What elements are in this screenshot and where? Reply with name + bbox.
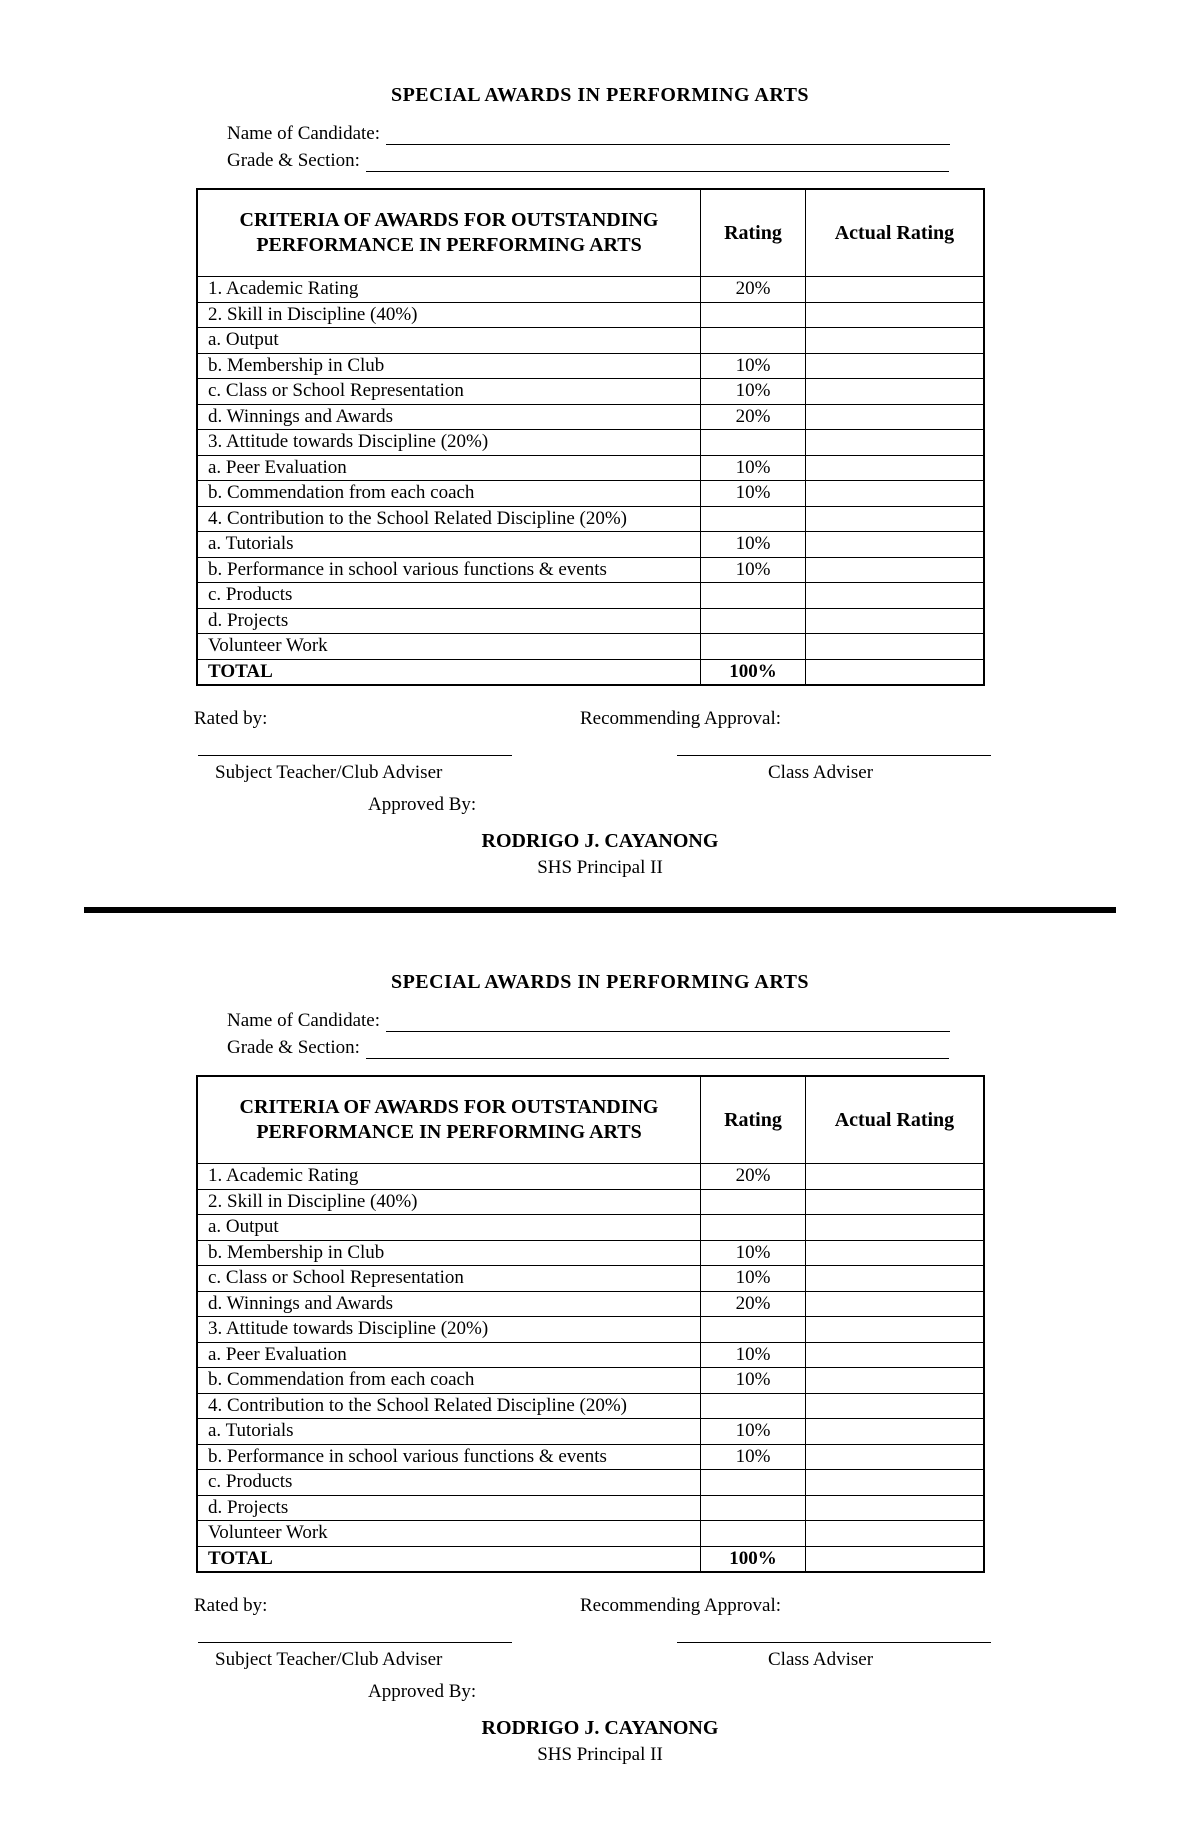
table-row <box>197 455 984 481</box>
total-row <box>197 659 984 685</box>
criteria-table <box>196 1075 985 1573</box>
actual-rating-cell[interactable] <box>805 1317 984 1343</box>
total-label: TOTAL <box>197 659 701 685</box>
actual-rating-cell[interactable] <box>805 302 984 328</box>
table-row <box>197 1368 984 1394</box>
rating-cell <box>701 1470 806 1496</box>
name-label: Name of Candidate: <box>227 123 381 144</box>
table-row <box>197 1317 984 1343</box>
criteria-cell: Volunteer Work <box>197 1521 701 1547</box>
table-row <box>197 328 984 354</box>
rating-cell <box>701 430 806 456</box>
criteria-cell: b. Membership in Club <box>197 1240 701 1266</box>
rating-cell: 10% <box>701 379 806 405</box>
principal-position: SHS Principal II <box>537 1744 663 1765</box>
class-adviser-label: Class Adviser <box>768 762 874 783</box>
table-header-row <box>197 189 984 277</box>
criteria-cell: 1. Academic Rating <box>197 1164 701 1190</box>
table-row <box>197 634 984 660</box>
rating-cell <box>701 328 806 354</box>
criteria-cell: 2. Skill in Discipline (40%) <box>197 302 701 328</box>
criteria-cell: 2. Skill in Discipline (40%) <box>197 1189 701 1215</box>
grade-blank-line[interactable] <box>366 1039 949 1059</box>
grade-label: Grade & Section: <box>227 150 360 171</box>
actual-rating-cell[interactable] <box>805 1240 984 1266</box>
criteria-cell: a. Output <box>197 1215 701 1241</box>
table-row <box>197 353 984 379</box>
rating-cell <box>701 608 806 634</box>
table-row <box>197 608 984 634</box>
actual-rating-cell[interactable] <box>805 379 984 405</box>
table-row <box>197 1444 984 1470</box>
name-of-candidate-field <box>227 123 950 145</box>
rating-cell <box>701 302 806 328</box>
criteria-cell: d. Winnings and Awards <box>197 1291 701 1317</box>
criteria-header: CRITERIA OF AWARDS FOR OUTSTANDING PERFORMANCE IN PERFORMING ARTS <box>197 1076 701 1164</box>
actual-rating-cell[interactable] <box>805 532 984 558</box>
rating-cell <box>701 1215 806 1241</box>
table-row <box>197 1342 984 1368</box>
actual-rating-cell[interactable] <box>805 277 984 303</box>
actual-rating-cell[interactable] <box>805 1342 984 1368</box>
total-label: TOTAL <box>197 1546 701 1572</box>
rating-cell: 10% <box>701 353 806 379</box>
criteria-cell: d. Projects <box>197 1495 701 1521</box>
rating-cell <box>701 1393 806 1419</box>
class-adviser-label: Class Adviser <box>768 1649 874 1670</box>
rating-cell: 20% <box>701 1164 806 1190</box>
table-row <box>197 506 984 532</box>
actual-rating-cell[interactable] <box>805 1393 984 1419</box>
principal-name: RODRIGO J. CAYANONG <box>481 830 719 852</box>
name-blank-line[interactable] <box>386 125 950 145</box>
criteria-cell: a. Tutorials <box>197 1419 701 1445</box>
table-row <box>197 1189 984 1215</box>
actual-rating-cell[interactable] <box>805 1419 984 1445</box>
rating-cell <box>701 583 806 609</box>
actual-rating-cell[interactable] <box>805 1495 984 1521</box>
actual-rating-cell[interactable] <box>805 1521 984 1547</box>
award-form <box>0 0 1200 880</box>
actual-rating-cell[interactable] <box>805 1189 984 1215</box>
table-row <box>197 583 984 609</box>
actual-rating-cell[interactable] <box>805 1444 984 1470</box>
total-row <box>197 1546 984 1572</box>
actual-rating-cell[interactable] <box>805 1291 984 1317</box>
table-row <box>197 404 984 430</box>
table-row <box>197 1240 984 1266</box>
rating-cell: 20% <box>701 277 806 303</box>
rating-cell <box>701 506 806 532</box>
total-actual-rating-cell[interactable] <box>805 659 984 685</box>
table-header-row <box>197 1076 984 1164</box>
name-blank-line[interactable] <box>386 1012 950 1032</box>
actual-rating-cell[interactable] <box>805 634 984 660</box>
criteria-cell: c. Class or School Representation <box>197 1266 701 1292</box>
table-row <box>197 302 984 328</box>
rating-cell <box>701 1495 806 1521</box>
rating-cell: 10% <box>701 1444 806 1470</box>
criteria-cell: c. Products <box>197 583 701 609</box>
table-row <box>197 430 984 456</box>
criteria-cell: b. Commendation from each coach <box>197 481 701 507</box>
form-title: SPECIAL AWARDS IN PERFORMING ARTS <box>390 84 810 106</box>
approved-by-label: Approved By: <box>368 794 477 815</box>
subject-teacher-signature-line <box>198 755 512 756</box>
rated-by-label: Rated by: <box>194 708 268 729</box>
rating-cell: 20% <box>701 404 806 430</box>
recommending-approval-label: Recommending Approval: <box>580 1595 782 1616</box>
total-actual-rating-cell[interactable] <box>805 1546 984 1572</box>
table-row <box>197 1470 984 1496</box>
form-title: SPECIAL AWARDS IN PERFORMING ARTS <box>390 971 810 993</box>
actual-rating-cell[interactable] <box>805 608 984 634</box>
criteria-cell: c. Products <box>197 1470 701 1496</box>
actual-rating-header: Actual Rating <box>805 1076 984 1164</box>
rating-cell <box>701 1189 806 1215</box>
criteria-table <box>196 188 985 686</box>
table-row <box>197 379 984 405</box>
criteria-cell: b. Performance in school various functions & events <box>197 1444 701 1470</box>
criteria-cell: a. Peer Evaluation <box>197 455 701 481</box>
actual-rating-cell[interactable] <box>805 1470 984 1496</box>
rating-header: Rating <box>701 189 806 277</box>
criteria-header: CRITERIA OF AWARDS FOR OUTSTANDING PERFORMANCE IN PERFORMING ARTS <box>197 189 701 277</box>
name-of-candidate-field <box>227 1010 950 1032</box>
criteria-cell: d. Winnings and Awards <box>197 404 701 430</box>
table-row <box>197 1215 984 1241</box>
actual-rating-cell[interactable] <box>805 481 984 507</box>
table-row <box>197 1393 984 1419</box>
criteria-cell: 1. Academic Rating <box>197 277 701 303</box>
criteria-cell: 3. Attitude towards Discipline (20%) <box>197 430 701 456</box>
criteria-cell: 4. Contribution to the School Related Discipline (20%) <box>197 506 701 532</box>
actual-rating-cell[interactable] <box>805 506 984 532</box>
subject-teacher-signature-line <box>198 1642 512 1643</box>
criteria-cell: d. Projects <box>197 608 701 634</box>
rating-cell: 10% <box>701 1240 806 1266</box>
award-form <box>0 887 1200 1767</box>
table-row <box>197 1291 984 1317</box>
form-divider <box>84 907 1116 913</box>
criteria-cell: b. Membership in Club <box>197 353 701 379</box>
subject-teacher-label: Subject Teacher/Club Adviser <box>215 1649 443 1670</box>
actual-rating-cell[interactable] <box>805 404 984 430</box>
actual-rating-cell[interactable] <box>805 353 984 379</box>
criteria-cell: b. Commendation from each coach <box>197 1368 701 1394</box>
actual-rating-cell[interactable] <box>805 583 984 609</box>
rating-cell <box>701 1521 806 1547</box>
rating-header: Rating <box>701 1076 806 1164</box>
subject-teacher-label: Subject Teacher/Club Adviser <box>215 762 443 783</box>
grade-section-field <box>227 1037 949 1059</box>
rating-cell: 10% <box>701 532 806 558</box>
rating-cell: 10% <box>701 1419 806 1445</box>
total-rating: 100% <box>701 659 806 685</box>
criteria-cell: a. Tutorials <box>197 532 701 558</box>
table-row <box>197 481 984 507</box>
actual-rating-cell[interactable] <box>805 1266 984 1292</box>
criteria-cell: a. Peer Evaluation <box>197 1342 701 1368</box>
table-row <box>197 1419 984 1445</box>
table-row <box>197 532 984 558</box>
rating-cell: 10% <box>701 1342 806 1368</box>
rating-cell: 10% <box>701 1368 806 1394</box>
actual-rating-cell[interactable] <box>805 1164 984 1190</box>
actual-rating-header: Actual Rating <box>805 189 984 277</box>
table-row <box>197 1266 984 1292</box>
class-adviser-signature-line <box>677 1642 991 1643</box>
table-row <box>197 277 984 303</box>
criteria-cell: Volunteer Work <box>197 634 701 660</box>
actual-rating-cell[interactable] <box>805 328 984 354</box>
rating-cell <box>701 1317 806 1343</box>
rating-cell: 20% <box>701 1291 806 1317</box>
recommending-approval-label: Recommending Approval: <box>580 708 782 729</box>
total-rating: 100% <box>701 1546 806 1572</box>
class-adviser-signature-line <box>677 755 991 756</box>
table-row <box>197 557 984 583</box>
name-label: Name of Candidate: <box>227 1010 381 1031</box>
criteria-cell: b. Performance in school various functions & events <box>197 557 701 583</box>
criteria-cell: 3. Attitude towards Discipline (20%) <box>197 1317 701 1343</box>
criteria-cell: a. Output <box>197 328 701 354</box>
rating-cell <box>701 634 806 660</box>
actual-rating-cell[interactable] <box>805 1368 984 1394</box>
table-row <box>197 1495 984 1521</box>
table-row <box>197 1521 984 1547</box>
grade-section-field <box>227 150 949 172</box>
actual-rating-cell[interactable] <box>805 455 984 481</box>
criteria-cell: c. Class or School Representation <box>197 379 701 405</box>
principal-name: RODRIGO J. CAYANONG <box>481 1717 719 1739</box>
rating-cell: 10% <box>701 1266 806 1292</box>
grade-label: Grade & Section: <box>227 1037 360 1058</box>
rated-by-label: Rated by: <box>194 1595 268 1616</box>
actual-rating-cell[interactable] <box>805 1215 984 1241</box>
actual-rating-cell[interactable] <box>805 557 984 583</box>
principal-position: SHS Principal II <box>537 857 663 878</box>
rating-cell: 10% <box>701 455 806 481</box>
rating-cell: 10% <box>701 557 806 583</box>
grade-blank-line[interactable] <box>366 152 949 172</box>
criteria-cell: 4. Contribution to the School Related Discipline (20%) <box>197 1393 701 1419</box>
approved-by-label: Approved By: <box>368 1681 477 1702</box>
actual-rating-cell[interactable] <box>805 430 984 456</box>
table-row <box>197 1164 984 1190</box>
rating-cell: 10% <box>701 481 806 507</box>
